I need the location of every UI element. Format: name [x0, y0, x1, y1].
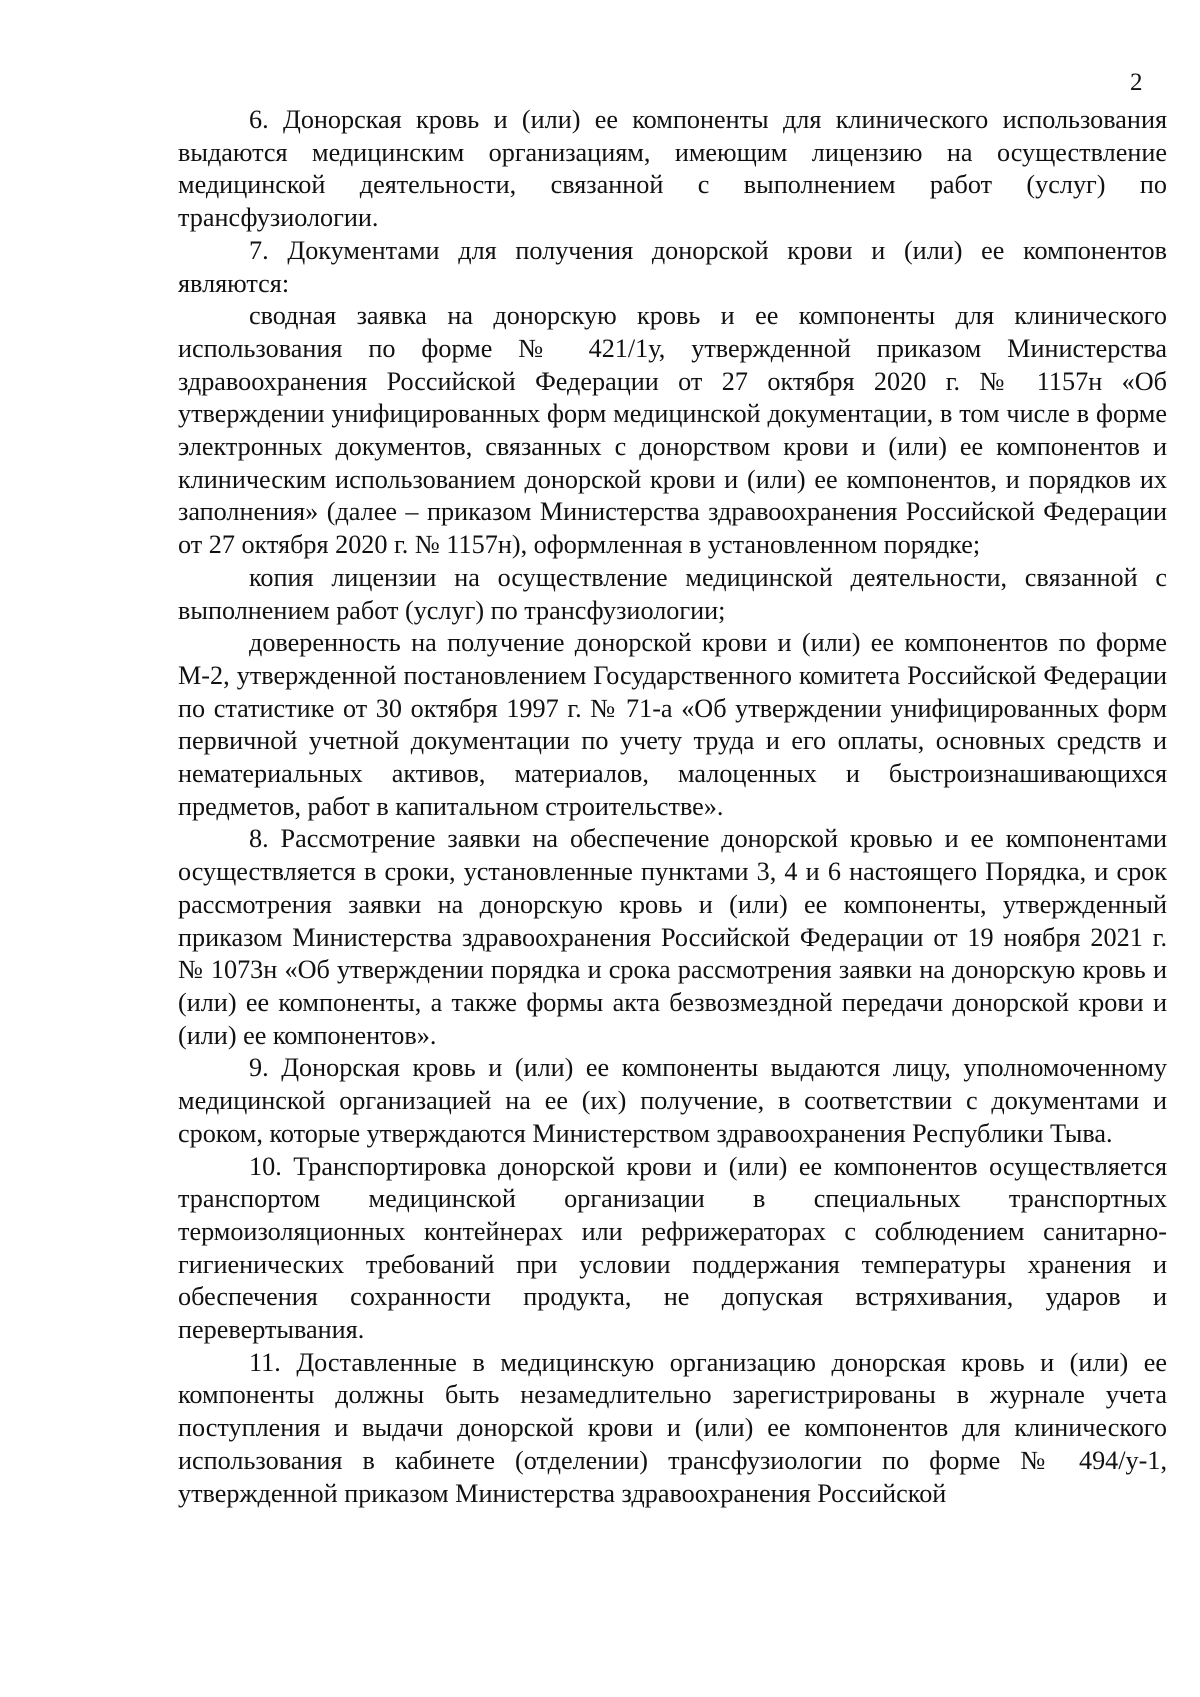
page-number: 2: [1130, 69, 1143, 96]
paragraph-7: 7. Документами для получения донорской крови и (или) ее компонентов являются:: [178, 235, 1167, 298]
paragraph-9: 9. Донорская кровь и (или) ее компоненты выдаются лицу, уполномоченному медицинской организацией на ее (их) получение, в соответствии с документами и сроком, которые утверждаются Министерством здравоохранения Республики Тыва.: [178, 1053, 1167, 1148]
paragraph-11: 11. Доставленные в медицинскую организацию донорская кровь и (или) ее компоненты должны быть незамедлительно зарегистрированы в журнале учета поступления и выдачи донорской крови и (или) ее компонентов для клинического использования в кабинете (отделении) трансфузиологии по форме № 494/у-1, утвержденной приказом Министерства здравоохранения Российской: [178, 1347, 1167, 1508]
document-body: [178, 104, 1167, 1510]
paragraph-10: 10. Транспортировка донорской крови и (или) ее компонентов осуществляется транспортом медицинской организации в специальных транспортных термоизоляционных контейнерах или рефрижераторах с соблюдением санитарно-гигиенических требований при условии поддержания температуры хранения и обеспечения сохранности продукта, не допуская встряхивания, ударов и перевертывания.: [178, 1151, 1167, 1345]
paragraph-summary-request: сводная заявка на донорскую кровь и ее компоненты для клинического использования по форме № 421/1у, утвержденной приказом Министерства здравоохранения Российской Федерации от 27 октября 2020 г. № 1157н «Об утверждении унифицированных форм медицинской документации, в том числе в форме электронных документов, связанных с донорством крови и (или) ее компонентов и клиническим использованием донорской крови и (или) ее компонентов, и порядков их заполнения» (далее – приказом Министерства здравоохранения Российской Федерации от 27 октября 2020 г. № 1157н), оформленная в установленном порядке;: [178, 301, 1167, 560]
paragraph-6: 6. Донорская кровь и (или) ее компоненты для клинического использования выдаются медицинским организациям, имеющим лицензию на осуществление медицинской деятельности, связанной с выполнением работ (услуг) по трансфузиологии.: [178, 105, 1167, 233]
paragraph-power-of-attorney: доверенность на получение донорской крови и (или) ее компонентов по форме М-2, утвержденной постановлением Государственного комитета Российской Федерации по статистике от 30 октября 1997 г. № 71-а «Об утверждении унифицированных форм первичной учетной документации по учету труда и его оплаты, основных средств и нематериальных активов, материалов, малоценных и быстроизнашивающихся предметов, работ в капитальном строительстве».: [178, 628, 1167, 821]
paragraph-license-copy: копия лицензии на осуществление медицинской деятельности, связанной с выполнением работ (услуг) по трансфузиологии;: [178, 562, 1167, 625]
paragraph-8: 8. Рассмотрение заявки на обеспечение донорской кровью и ее компонентами осуществляется в сроки, установленные пунктами 3, 4 и 6 настоящего Порядка, и срок рассмотрения заявки на донорскую кровь и (или) ее компоненты, утвержденный приказом Министерства здравоохранения Российской Федерации от 19 ноября 2021 г. № 1073н «Об утверждении порядка и срока рассмотрения заявки на донорскую кровь и (или) ее компоненты, а также формы акта безвозмездной передачи донорской крови и (или) ее компонентов».: [178, 824, 1167, 1050]
